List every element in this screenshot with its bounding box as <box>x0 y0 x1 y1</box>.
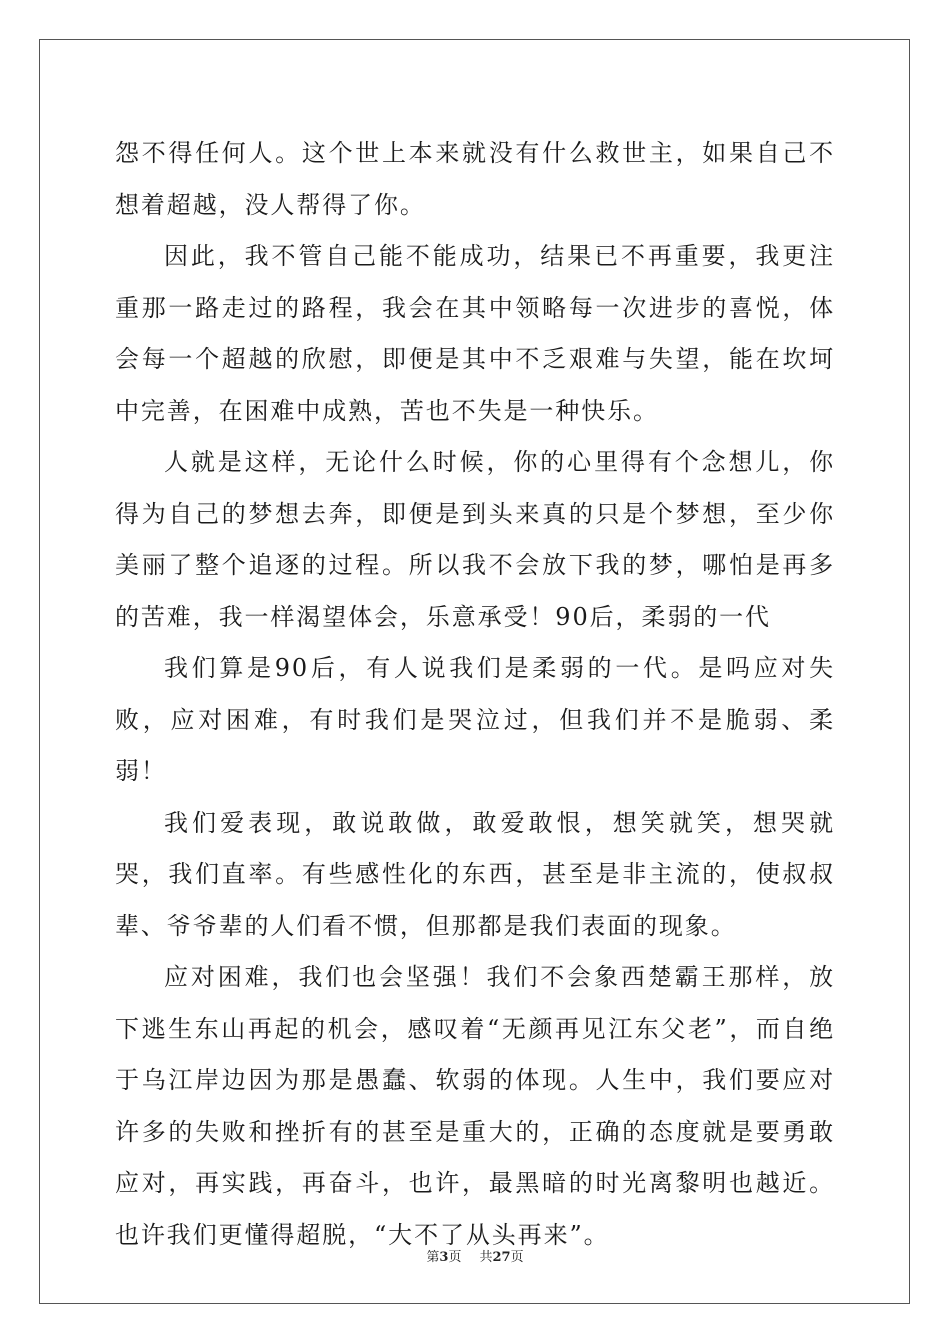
document-body <box>115 128 835 1261</box>
total-prefix: 共 <box>479 1250 493 1265</box>
paragraph-4: 我们算是90后，有人说我们是柔弱的一代。是吗应对失败，应对困难，有时我们是哭泣过，但我们并不是脆弱、柔弱！ <box>115 654 835 785</box>
page-prefix: 第 <box>426 1250 440 1265</box>
page-footer <box>0 1246 950 1265</box>
total-page-count: 27 <box>492 1250 511 1265</box>
paragraph-1: 怨不得任何人。这个世上本来就没有什么救世主，如果自己不想着超越，没人帮得了你。 <box>115 139 835 219</box>
page-suffix: 页 <box>448 1250 462 1265</box>
current-page-number: 3 <box>439 1250 449 1265</box>
paragraph-2: 因此，我不管自己能不能成功，结果已不再重要，我更注重那一路走过的路程，我会在其中领略每一次进步的喜悦，体会每一个超越的欣慰，即便是其中不乏艰难与失望，能在坎坷中完善，在困难中成熟，苦也不失是一种快乐。 <box>115 242 835 425</box>
paragraph-5: 我们爱表现，敢说敢做，敢爱敢恨，想笑就笑，想哭就哭，我们直率。有些感性化的东西，甚至是非主流的，使叔叔辈、爷爷辈的人们看不惯，但那都是我们表面的现象。 <box>115 808 835 940</box>
paragraph-6: 应对困难，我们也会坚强！我们不会象西楚霸王那样，放下逃生东山再起的机会，感叹着“无颜再见江东父老”，而自绝于乌江岸边因为那是愚蠢、软弱的体现。人生中，我们要应对许多的失败和挫折有的甚至是重大的，正确的态度就是要勇敢应对，再实践，再奋斗，也许，最黑暗的时光离黎明也越近。也许我们更懂得超脱，“大不了从头再来”。 <box>115 963 835 1249</box>
paragraph-3: 人就是这样，无论什么时候，你的心里得有个念想儿，你得为自己的梦想去奔，即便是到头来真的只是个梦想，至少你美丽了整个追逐的过程。所以我不会放下我的梦，哪怕是再多的苦难，我一样渴望体会，乐意承受！90后，柔弱的一代 <box>115 448 835 631</box>
total-suffix: 页 <box>510 1250 524 1265</box>
